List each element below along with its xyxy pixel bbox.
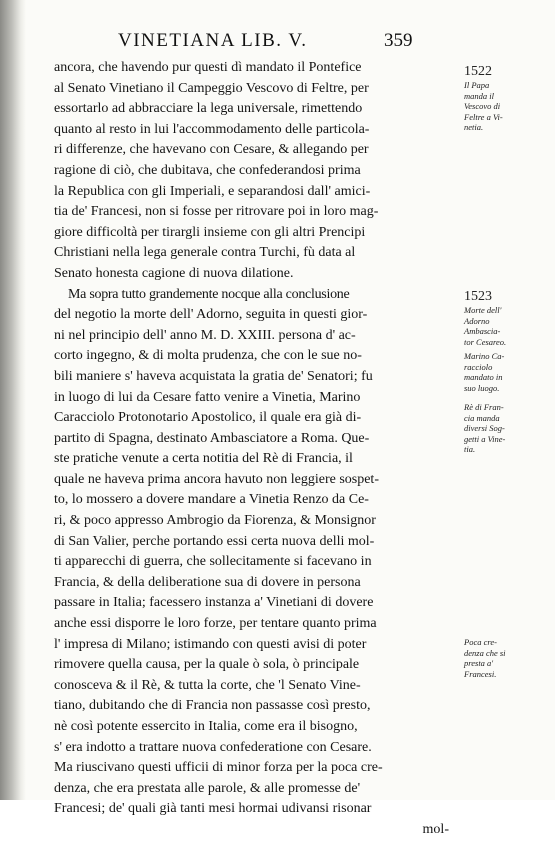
text-line: ragione di ciò, che dubitava, che confederandosi prima [54,162,361,178]
binding-shadow [0,0,26,800]
text-line: anche essi disporre le loro forze, per tentare quanto prima [54,616,377,632]
text-line: giore difficoltà per tirargli insieme con gli altri Prencipi [54,224,366,240]
text-line: in luogo di lui da Cesare fatto venire a Vinetia, Marino [54,389,361,405]
text-line: Christiani nella lega generale contra Turchi, fù data al [54,245,356,261]
margin-note-line: Marino Ca- [464,351,505,361]
text-line: mol- [422,821,449,837]
text-line: s' era indotto a trattare nuova confederatione con Cesare. [54,739,372,755]
margin-note-line: cia manda [464,412,500,423]
text-line: ancora, che havendo pur questi dì mandato il Pontefice [54,60,362,75]
text-line: quanto al resto in lui l'accommodamento delle particola- [54,121,370,137]
text-line: Senato honesta cagione di nuova dilatione. [54,265,294,281]
text-line: quale ne haveva prima ancora havuto non leggiere sospet- [54,471,379,487]
margin-note-line: manda il [464,90,494,101]
text-line: l' impresa di Milano; istimando con questi avisi di poter [54,636,367,652]
text-line: ri, & poco appresso Ambrogio da Fiorenza, & Monsignor [54,513,376,529]
margin-note-line: getti a Vine- [464,433,506,444]
margin-note-line: mandato in [464,372,503,382]
margin-year: 1523 [464,289,492,304]
text-line: Ma riuscivano questi ufficii di minor forza per la poca cre- [54,760,383,776]
margin-note-line: Poca cre- [464,637,497,647]
text-line: rimovere quella causa, per la quale ò sola, ò principale [54,657,360,673]
margin-note-line: Francesi. [464,668,497,679]
main-text [54,58,459,841]
text-line: la Republica con gli Imperiali, e separandosi dall' amici- [54,183,371,199]
margin-note-line: tia. [464,444,476,454]
text-line: ti apparecchi di guerra, che sollecitamente si facevano in [54,554,372,570]
text-line: tiano, dubitando che di Francia non passasse così presto, [54,698,371,714]
text-line: del negotio la morte dell' Adorno, seguita in questi gior- [54,307,368,323]
margin-note-line: suo luogo. [464,382,500,393]
margin-note [464,637,552,679]
text-line: ni nel principio dell' anno M. D. XXIII. persona d' ac- [54,327,356,343]
text-line: Francia, & della deliberatione sua di dovere in persona [54,574,361,590]
text-line: Francesi; de' quali già tanti mesi hormai udivansi risonar [54,801,372,817]
running-title: VINETIANA LIB. V. [118,30,308,51]
margin-note-line: Feltre a Vi- [464,111,503,122]
text-line: di San Valier, perche portando essi certa nuova delli mol- [54,533,375,549]
margin-note-line: Adorno [464,315,490,326]
margin-note [464,402,552,455]
text-line: Caracciolo Protonotario Apostolico, il quale era già di- [54,410,362,426]
text-line: ri differenze, che havevano con Cesare, & allegando per [54,142,369,158]
margin-note [464,351,552,393]
margin-note-line: presta a' [464,658,494,668]
margin-note-line: netia. [464,122,484,132]
text-line: al Senato Vinetiano il Campeggio Vescovo di Feltre, per [54,80,369,96]
margin-note-line: Vescovo di [464,101,501,111]
margin-note [464,289,552,347]
margin-note [464,64,552,133]
text-line: passare in Italia; facessero instanza a' Vinetiani di dovere [54,595,374,611]
margin-note-line: Rè di Fran- [464,402,504,412]
margin-note-line: Il Papa [464,80,490,90]
text-line: corto ingegno, & di molta prudenza, che con le sue no- [54,348,362,364]
text-line: ste pratiche venute a certa notitia del Rè di Francia, il [54,451,353,467]
text-line: nè così potente essercito in Italia, come era il bisogno, [54,719,358,734]
margin-note-line: Morte dell' [464,305,502,315]
text-line: to, lo mossero a dovere mandare a Vinetia Renzo da Ce- [54,492,369,508]
margin-note-line: Ambascia- [464,326,501,336]
text-line: tia de' Francesi, non si fosse per ritrovare poi in loro mag- [54,204,379,220]
text-line: partito di Spagna, destinato Ambasciatore a Roma. Que- [54,430,370,446]
page-number: 359 [384,30,413,51]
margin-year: 1522 [464,64,492,79]
text-line: denza, che era prestata alle parole, & alle promesse de' [54,780,361,796]
text-line: conosceva & il Rè, & tutta la corte, che 'l Senato Vine- [54,677,361,693]
margin-note-line: diversi Sog- [464,423,505,433]
text-line: essortarlo ad abbracciare la lega universale, rimettendo [54,101,363,117]
margin-note-line: racciolo [464,361,493,372]
margin-note-line: denza che si [464,647,506,658]
text-line: bili maniere s' haveva acquistata la gratia de' Senatori; fu [54,368,373,384]
margin-note-line: tor Cesareo. [464,336,507,347]
text-line: Ma sopra tutto grandemente nocque alla conclusione [68,286,350,302]
